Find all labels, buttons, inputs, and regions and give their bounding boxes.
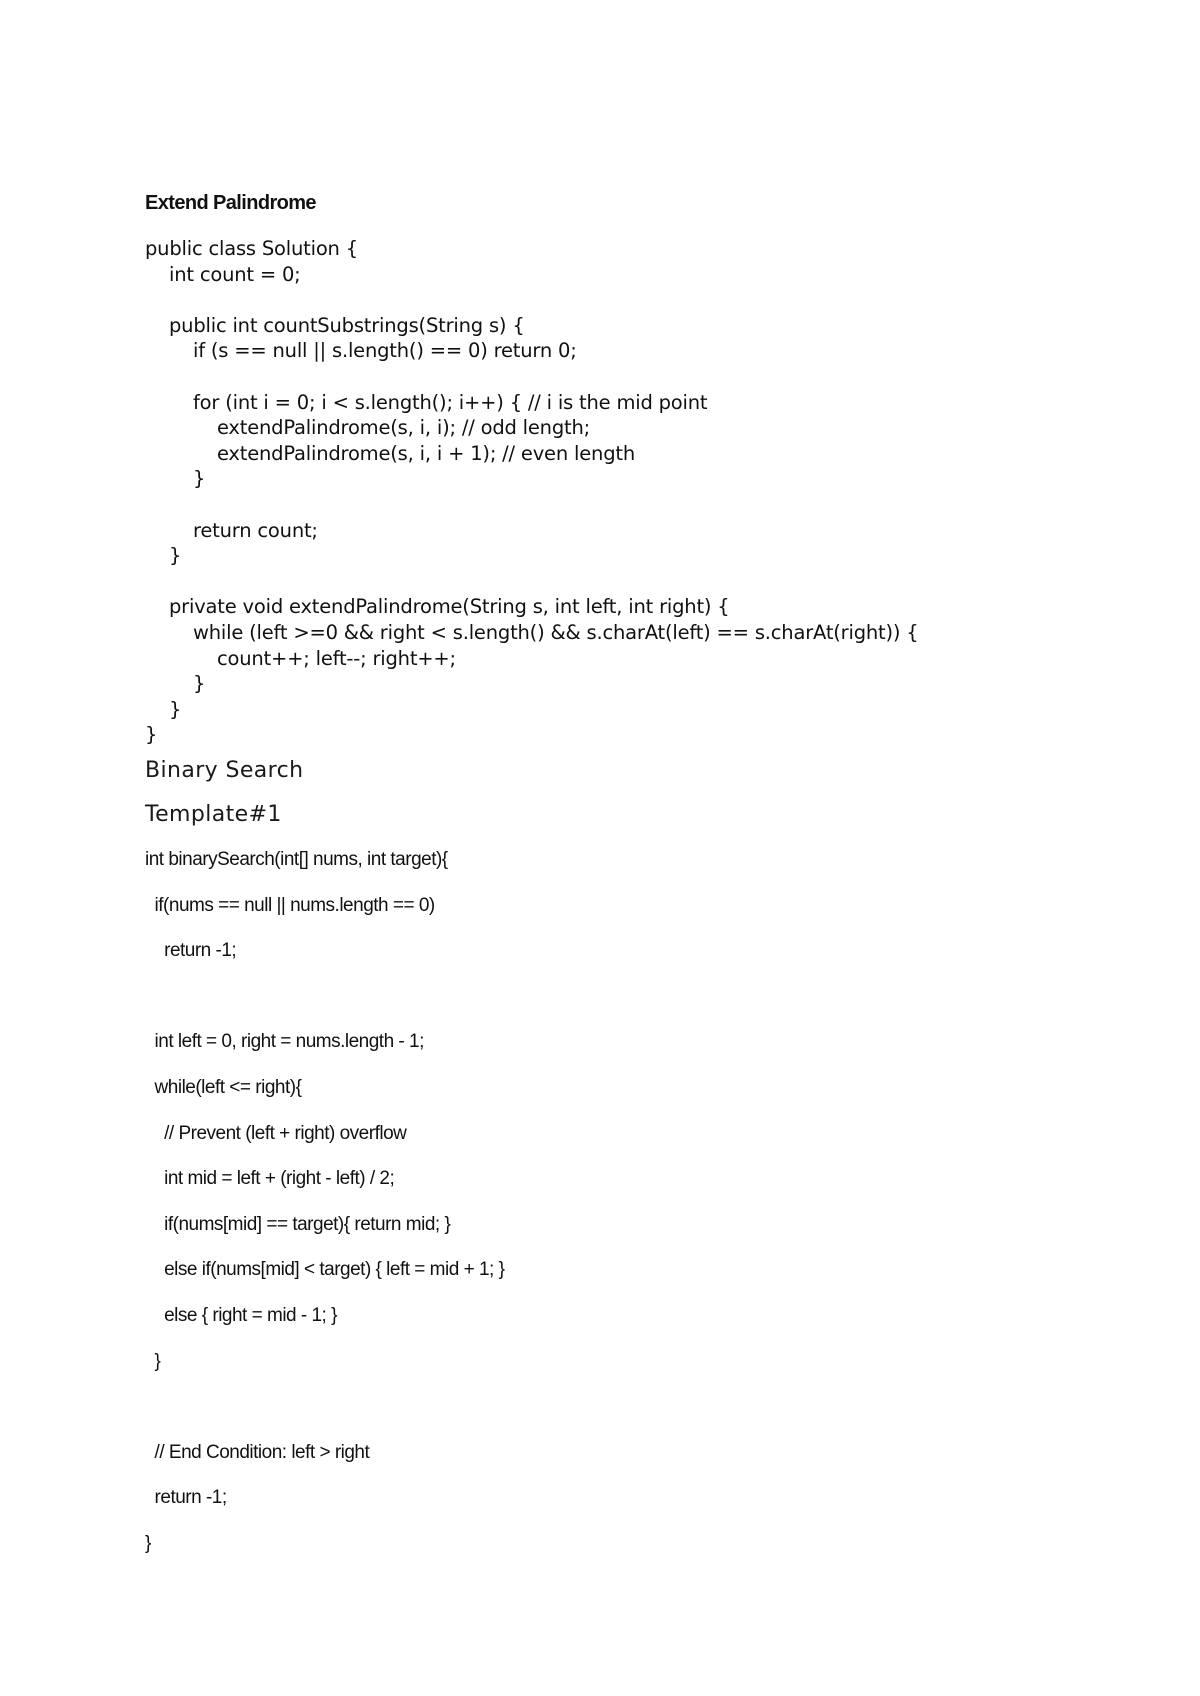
- code-line: while(left <= right){: [145, 1076, 302, 1098]
- code-line: public class Solution {: [145, 237, 358, 260]
- code-line: }: [145, 544, 182, 568]
- code-line: extendPalindrome(s, i, i); // odd length;: [145, 416, 590, 440]
- code-line: }: [145, 723, 158, 747]
- code-line: return -1;: [145, 1487, 227, 1509]
- code-line: // End Condition: left > right: [145, 1441, 370, 1463]
- code-line: private void extendPalindrome(String s, int left, int right) {: [145, 595, 730, 619]
- code-line: else { right = mid - 1; }: [145, 1304, 337, 1326]
- code-line: else if(nums[mid] < target) { left = mid + 1; }: [145, 1259, 505, 1281]
- code-line: }: [145, 697, 182, 721]
- code-line: }: [145, 467, 206, 491]
- code-line: int count = 0;: [145, 262, 301, 286]
- code-line: }: [145, 672, 206, 696]
- code-block-extend-palindrome: [145, 236, 919, 748]
- code-line: [145, 1395, 504, 1441]
- code-line: if(nums[mid] == target){ return mid; }: [145, 1213, 451, 1235]
- code-line: int binarySearch(int[] nums, int target){: [145, 849, 448, 870]
- code-line: [145, 364, 919, 390]
- code-block-binary-search: [145, 848, 504, 1578]
- code-line: [145, 569, 919, 595]
- code-line: public int countSubstrings(String s) {: [145, 313, 525, 337]
- code-line: if (s == null || s.length() == 0) return 0;: [145, 339, 577, 363]
- code-line: int left = 0, right = nums.length - 1;: [145, 1031, 424, 1053]
- section-title-binary-search: Binary Search: [145, 758, 304, 783]
- section-title-extend-palindrome: Extend Palindrome: [145, 192, 316, 214]
- code-line: while (left >=0 && right < s.length() && s.charAt(left) == s.charAt(right)) {: [145, 620, 919, 644]
- code-line: }: [145, 1532, 151, 1554]
- code-line: count++; left--; right++;: [145, 646, 456, 670]
- code-line: int mid = left + (right - left) / 2;: [145, 1168, 395, 1190]
- section-subtitle-template: Template#1: [145, 802, 282, 827]
- code-line: }: [145, 1350, 161, 1372]
- code-line: if(nums == null || nums.length == 0): [145, 894, 435, 916]
- code-line: // Prevent (left + right) overflow: [145, 1122, 407, 1144]
- code-line: return -1;: [145, 940, 237, 962]
- code-line: [145, 985, 504, 1031]
- code-line: [145, 287, 919, 313]
- code-line: extendPalindrome(s, i, i + 1); // even length: [145, 441, 635, 465]
- code-line: for (int i = 0; i < s.length(); i++) { // i is the mid point: [145, 390, 708, 414]
- code-line: return count;: [145, 518, 318, 542]
- code-line: [145, 492, 919, 518]
